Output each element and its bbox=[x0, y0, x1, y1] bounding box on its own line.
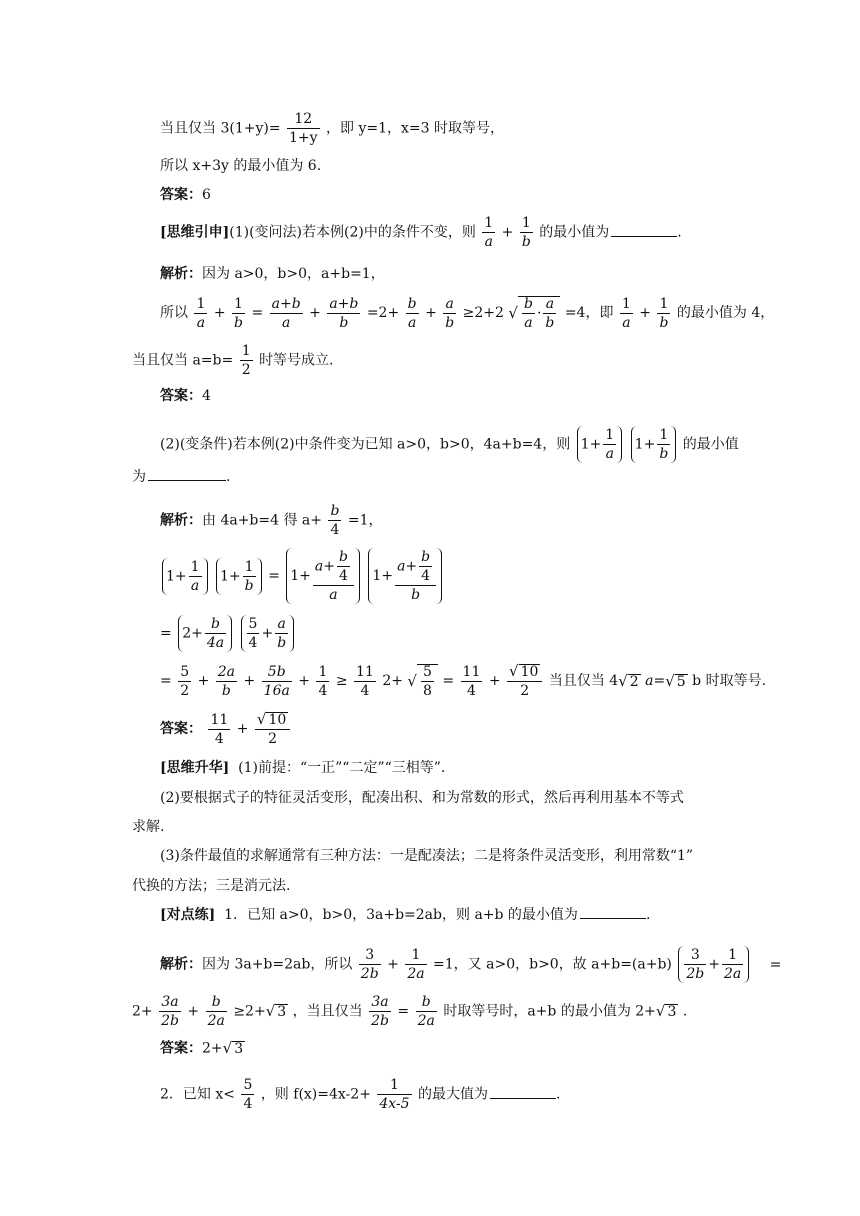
denominator: 4 bbox=[214, 730, 224, 747]
line-1 bbox=[160, 112, 860, 145]
denominator: 16a bbox=[263, 682, 290, 699]
fraction bbox=[684, 948, 706, 981]
sqrt-expression bbox=[223, 1041, 245, 1056]
line-2 bbox=[160, 159, 860, 173]
line-13 bbox=[160, 615, 860, 652]
denominator: 4x-5 bbox=[379, 1096, 410, 1112]
line-4 bbox=[160, 216, 860, 249]
text: 3 bbox=[234, 1041, 244, 1057]
numerator: 1 bbox=[196, 295, 206, 312]
numerator: b bbox=[421, 549, 431, 565]
denominator: 1+y bbox=[289, 130, 318, 146]
paren-group bbox=[368, 548, 442, 604]
fraction bbox=[216, 665, 237, 698]
plus-sign: + bbox=[488, 673, 501, 689]
equals-sign: = bbox=[653, 673, 666, 689]
text: ，即 y=1，x=3 时取等号， bbox=[326, 120, 504, 137]
text: 为 bbox=[132, 469, 146, 485]
fraction bbox=[395, 550, 436, 602]
denominator: a bbox=[524, 315, 533, 331]
sqrt-expression bbox=[656, 1004, 678, 1019]
denominator: a bbox=[484, 234, 493, 250]
radical-icon: √ bbox=[618, 671, 628, 690]
numerator: 1 bbox=[190, 558, 200, 575]
line-23 bbox=[132, 995, 860, 1028]
section-tag: [思维升华] bbox=[160, 760, 230, 776]
text: 2+ bbox=[132, 1003, 153, 1020]
radical-icon: √ bbox=[508, 303, 518, 322]
equals-sign: = bbox=[397, 1003, 410, 1020]
line-15 bbox=[160, 712, 860, 746]
text: 所以 bbox=[160, 305, 188, 321]
line-8 bbox=[160, 389, 860, 403]
numerator: 11 bbox=[356, 663, 374, 680]
plus-sign: + bbox=[501, 224, 514, 241]
text: =1， bbox=[347, 512, 383, 529]
numerator: 2a bbox=[217, 663, 236, 680]
plus-sign: + bbox=[187, 1003, 200, 1020]
fraction bbox=[337, 550, 350, 583]
denominator: b bbox=[445, 314, 455, 331]
answer-value: 6 bbox=[202, 187, 211, 203]
dot: · bbox=[536, 305, 542, 322]
answer-value: 4 bbox=[202, 388, 211, 404]
equals-sign: = bbox=[442, 673, 455, 689]
numerator: b bbox=[206, 995, 227, 1012]
denominator: 2a bbox=[207, 1013, 225, 1029]
answer-label: 答案： bbox=[160, 187, 202, 203]
text: 当且仅当 4 bbox=[548, 673, 619, 689]
fraction bbox=[421, 665, 434, 698]
line-5 bbox=[160, 267, 860, 281]
text: (1)前提：“一正”“二定”“三相等”. bbox=[238, 760, 446, 776]
denominator: 2b bbox=[360, 966, 379, 982]
numerator: 5 bbox=[248, 616, 258, 632]
answer-blank bbox=[611, 226, 677, 237]
text: 2 bbox=[629, 673, 639, 690]
text: 1+ bbox=[220, 568, 241, 584]
text: 的最小值为 bbox=[539, 224, 610, 241]
denominator: 2a bbox=[723, 966, 742, 982]
denominator: 2b bbox=[161, 1013, 179, 1029]
fraction bbox=[419, 550, 432, 583]
denominator: a bbox=[190, 577, 200, 594]
analysis-label: 解析： bbox=[160, 956, 202, 973]
text: + bbox=[261, 625, 274, 642]
denominator: b bbox=[521, 234, 531, 250]
denominator: 4 bbox=[248, 635, 258, 651]
text: 1+ bbox=[290, 568, 311, 584]
text: 由 4a+b=4 得 a+ bbox=[202, 512, 323, 529]
fraction bbox=[208, 713, 230, 746]
denominator: b bbox=[244, 577, 254, 594]
paren-group bbox=[577, 426, 623, 463]
fraction bbox=[461, 665, 483, 698]
answer-label: 答案： bbox=[160, 721, 202, 737]
numerator: a+b bbox=[329, 295, 359, 312]
line-6 bbox=[160, 296, 860, 330]
paren-group bbox=[631, 426, 677, 463]
numerator: a+b bbox=[271, 295, 301, 312]
fraction bbox=[270, 297, 303, 330]
line-7 bbox=[132, 344, 860, 377]
text: ，当且仅当 bbox=[292, 1003, 363, 1020]
line-11 bbox=[160, 504, 860, 537]
sqrt-expression bbox=[509, 664, 540, 679]
fraction-1-over-a bbox=[482, 216, 495, 249]
numerator: 11 bbox=[462, 663, 481, 680]
denominator: b bbox=[545, 315, 555, 331]
answer-value: 2+ bbox=[202, 1040, 223, 1057]
numerator: b bbox=[523, 296, 533, 312]
sqrt-expression bbox=[266, 1004, 288, 1019]
denominator: a bbox=[329, 587, 338, 603]
numerator: 1 bbox=[405, 948, 426, 965]
text: 3 bbox=[277, 1004, 287, 1020]
denominator: 8 bbox=[422, 683, 432, 699]
plus-sign: + bbox=[387, 956, 399, 973]
numerator: 1 bbox=[722, 948, 743, 965]
text: (1)(变问法)若本例(2)中的条件不变，则 bbox=[229, 224, 476, 241]
denominator: 4 bbox=[466, 682, 476, 699]
numerator: 1 bbox=[657, 428, 670, 445]
text: =1，又 a>0，b>0，故 a+b=(a+b) bbox=[433, 956, 672, 973]
text: (3)条件最值的求解通常有三种方法：一是配凑法；二是将条件灵活变形，利用常数“1” bbox=[160, 848, 694, 864]
text: 代换的方法；三是消元法. bbox=[132, 878, 291, 894]
numerator bbox=[255, 712, 290, 730]
text: 求解. bbox=[132, 819, 165, 835]
denominator: b bbox=[339, 314, 349, 331]
text: 1+ bbox=[580, 436, 602, 453]
answer-blank bbox=[148, 470, 226, 481]
numerator: b bbox=[416, 995, 437, 1012]
numerator: 1 bbox=[243, 560, 256, 577]
numerator: 12 bbox=[287, 112, 320, 129]
text: 当且仅当 a=b= bbox=[132, 352, 234, 369]
answer-label: 答案： bbox=[160, 388, 202, 404]
text: 1．已知 a>0，b>0，3a+b=2ab，则 a+b 的最小值为 bbox=[224, 907, 578, 923]
fraction bbox=[522, 297, 535, 330]
text: 所以 x+3y 的最小值为 6. bbox=[160, 158, 322, 174]
text: a bbox=[645, 673, 654, 689]
fraction bbox=[313, 550, 354, 602]
denominator: 2 bbox=[241, 362, 251, 378]
text: (2)要根据式子的特征灵活变形，配凑出积、和为常数的形式，然后再利用基本不等式 bbox=[160, 790, 684, 806]
numerator: 1 bbox=[484, 215, 494, 231]
text: (2)(变条件)若本例(2)中条件变为已知 a>0，b>0，4a+b=4，则 bbox=[160, 436, 571, 453]
line-14 bbox=[160, 664, 860, 698]
text: 时等号成立. bbox=[259, 352, 334, 369]
denominator: 4 bbox=[339, 568, 348, 584]
numerator bbox=[395, 550, 436, 586]
fraction bbox=[369, 995, 391, 1028]
text: 3 bbox=[667, 1004, 677, 1020]
denominator: 4 bbox=[318, 682, 328, 699]
fraction bbox=[205, 617, 226, 650]
equals-sign: = bbox=[160, 673, 172, 689]
denominator: 2b bbox=[686, 966, 705, 982]
fraction bbox=[443, 297, 456, 330]
line-24 bbox=[160, 1041, 860, 1056]
plus-sign: + bbox=[425, 305, 437, 321]
numerator: 3 bbox=[684, 948, 706, 965]
denominator: 2a bbox=[407, 966, 425, 982]
text: 1+ bbox=[372, 568, 394, 584]
text: a bbox=[314, 558, 324, 575]
fraction bbox=[722, 948, 743, 981]
plus-sign: + bbox=[236, 721, 249, 737]
text: 1+ bbox=[166, 568, 187, 584]
numerator: 1 bbox=[377, 1078, 411, 1095]
numerator: 3a bbox=[369, 995, 391, 1012]
text: 10 bbox=[520, 664, 539, 680]
plus-sign: + bbox=[197, 673, 210, 689]
text: . bbox=[645, 907, 651, 923]
fraction bbox=[603, 428, 616, 461]
paren-group bbox=[216, 558, 262, 595]
text: 因为 a>0，b>0，a+b=1， bbox=[202, 266, 385, 282]
text: =4，即 bbox=[564, 305, 614, 321]
numerator: a bbox=[275, 617, 288, 634]
ge-sign: ≥ bbox=[335, 673, 348, 689]
radical-icon: √ bbox=[265, 1002, 276, 1020]
denominator: a bbox=[605, 446, 614, 462]
fraction bbox=[232, 297, 245, 330]
fraction-1-over-2 bbox=[240, 344, 253, 377]
radical-icon: √ bbox=[222, 1039, 233, 1057]
text: + bbox=[323, 558, 335, 575]
numerator: b bbox=[330, 503, 340, 519]
text: 时取等号时，a+b 的最小值为 2+ bbox=[443, 1003, 656, 1020]
numerator: b bbox=[205, 617, 226, 634]
paren-group bbox=[178, 615, 232, 652]
equals-sign: = bbox=[251, 305, 264, 321]
text: ≥2+ bbox=[233, 1003, 266, 1020]
fraction bbox=[406, 297, 419, 330]
answer-blank bbox=[490, 1088, 556, 1099]
numerator: 1 bbox=[232, 297, 245, 314]
fraction bbox=[275, 617, 288, 650]
text: ，则 f(x)=4x-2+ bbox=[260, 1086, 371, 1103]
denominator: a bbox=[281, 314, 291, 331]
radical-icon: √ bbox=[407, 671, 417, 690]
plus-sign: + bbox=[309, 305, 321, 321]
denominator: 4 bbox=[330, 522, 340, 538]
numerator: 5 bbox=[180, 663, 190, 680]
denominator: 2b bbox=[371, 1013, 389, 1029]
text: 的最大值为 bbox=[418, 1086, 489, 1103]
fraction bbox=[543, 297, 556, 330]
fraction bbox=[247, 617, 260, 650]
fraction bbox=[354, 665, 376, 698]
numerator: 5b bbox=[262, 665, 292, 682]
radical-icon: √ bbox=[509, 662, 519, 680]
text: 2+ bbox=[182, 625, 203, 642]
fraction bbox=[243, 560, 256, 593]
text: 2．已知 x< bbox=[160, 1086, 235, 1103]
line-22 bbox=[160, 946, 860, 983]
line-25 bbox=[160, 1078, 860, 1111]
fraction bbox=[377, 1078, 411, 1111]
numerator bbox=[507, 664, 542, 682]
fraction bbox=[255, 712, 290, 746]
numerator: 1 bbox=[605, 427, 615, 443]
paren-group bbox=[678, 946, 749, 983]
denominator: b bbox=[221, 682, 231, 699]
sqrt-expression bbox=[407, 664, 437, 698]
sqrt-expression bbox=[508, 296, 560, 330]
text: 5 bbox=[676, 673, 686, 690]
denominator: 4 bbox=[421, 568, 431, 584]
denominator: a bbox=[196, 314, 206, 331]
equals-sign: = bbox=[769, 956, 782, 973]
text: ≥2+2 bbox=[462, 305, 504, 321]
radical-icon: √ bbox=[655, 1002, 666, 1020]
fraction bbox=[194, 297, 207, 330]
numerator: a bbox=[543, 297, 556, 314]
line-20 bbox=[132, 879, 860, 893]
numerator: 1 bbox=[241, 343, 251, 359]
paren-group bbox=[241, 615, 295, 652]
line-21 bbox=[160, 908, 860, 922]
numerator: 1 bbox=[657, 297, 670, 314]
text: 1+ bbox=[634, 436, 656, 453]
text: =2+ bbox=[366, 305, 400, 321]
denominator: b bbox=[659, 446, 669, 462]
numerator: 11 bbox=[210, 711, 229, 728]
denominator: b bbox=[411, 587, 421, 603]
numerator: b bbox=[339, 549, 348, 565]
numerator: a bbox=[443, 297, 456, 314]
sqrt-expression bbox=[257, 712, 288, 727]
equals-sign: = bbox=[160, 625, 172, 642]
denominator: a bbox=[622, 314, 631, 331]
line-9 bbox=[160, 426, 860, 463]
plus-sign: + bbox=[213, 305, 226, 321]
line-16 bbox=[160, 761, 860, 775]
line-3 bbox=[160, 188, 860, 202]
fraction bbox=[241, 1078, 254, 1111]
fraction bbox=[620, 297, 633, 330]
text: a bbox=[397, 558, 406, 575]
text: 当且仅当 3(1+y)= bbox=[160, 120, 281, 137]
line-18 bbox=[132, 820, 860, 834]
fraction bbox=[206, 995, 227, 1028]
analysis-label: 解析： bbox=[160, 512, 202, 529]
numerator: 1 bbox=[520, 216, 533, 233]
text: . bbox=[556, 1086, 561, 1103]
fraction bbox=[405, 948, 426, 981]
denominator: b bbox=[277, 635, 287, 651]
text: . bbox=[682, 1003, 688, 1020]
radical-icon: √ bbox=[665, 671, 675, 690]
text: + bbox=[405, 558, 418, 575]
text: 2+ bbox=[382, 673, 403, 689]
denominator: 2 bbox=[520, 683, 530, 699]
section-tag: [对点练] bbox=[160, 907, 216, 923]
line-12 bbox=[160, 548, 860, 604]
fraction bbox=[657, 297, 670, 330]
numerator: 3a bbox=[159, 995, 181, 1012]
text: b 时取等号. bbox=[692, 673, 767, 689]
text: 10 bbox=[268, 712, 287, 728]
fraction-1-over-b bbox=[520, 216, 533, 249]
denominator: 2a bbox=[417, 1013, 435, 1029]
fraction bbox=[159, 995, 181, 1028]
fraction bbox=[316, 665, 329, 698]
denominator: 4 bbox=[243, 1096, 253, 1112]
numerator: 5 bbox=[422, 664, 432, 680]
sqrt-expression bbox=[618, 671, 640, 690]
fraction bbox=[327, 297, 360, 330]
fraction bbox=[416, 995, 437, 1028]
fraction bbox=[507, 664, 542, 698]
text: 的最小值 bbox=[682, 436, 739, 453]
answer-blank bbox=[580, 908, 646, 919]
denominator: 4a bbox=[206, 635, 225, 651]
denominator: a bbox=[407, 314, 417, 331]
fraction bbox=[189, 560, 202, 593]
text: . bbox=[226, 469, 231, 485]
analysis-label: 解析： bbox=[160, 266, 202, 282]
fraction bbox=[262, 665, 292, 698]
line-19 bbox=[160, 849, 860, 863]
plus-sign: + bbox=[298, 673, 311, 689]
section-tag: [思维引申] bbox=[160, 224, 230, 241]
numerator: b bbox=[407, 295, 417, 312]
paren-group bbox=[286, 548, 360, 604]
denominator: 4 bbox=[360, 682, 370, 699]
answer-label: 答案： bbox=[160, 1040, 202, 1057]
numerator bbox=[313, 550, 354, 586]
numerator: 5 bbox=[243, 1077, 253, 1093]
radical-icon: √ bbox=[256, 710, 267, 728]
text: . bbox=[677, 224, 682, 241]
line-17 bbox=[160, 791, 860, 805]
fraction bbox=[657, 428, 670, 461]
paren-group bbox=[162, 558, 208, 595]
text: + bbox=[708, 956, 720, 973]
fraction-b-over-4 bbox=[328, 504, 341, 537]
denominator: 2 bbox=[268, 731, 278, 747]
sqrt-expression bbox=[665, 671, 687, 690]
fraction bbox=[178, 665, 191, 698]
denominator: 2 bbox=[180, 682, 190, 699]
fraction-12-over-1y bbox=[287, 112, 320, 145]
plus-sign: + bbox=[243, 673, 256, 689]
text: 的最小值为 4， bbox=[676, 305, 775, 321]
fraction bbox=[359, 948, 381, 981]
denominator: b bbox=[659, 314, 669, 331]
equals-sign: = bbox=[268, 568, 280, 584]
denominator: b bbox=[234, 314, 243, 331]
text: 因为 3a+b=2ab，所以 bbox=[202, 956, 353, 973]
numerator: 1 bbox=[621, 295, 631, 312]
numerator: 3 bbox=[359, 948, 381, 965]
plus-sign: + bbox=[639, 305, 652, 321]
line-10 bbox=[132, 470, 860, 484]
numerator: 1 bbox=[318, 663, 328, 680]
